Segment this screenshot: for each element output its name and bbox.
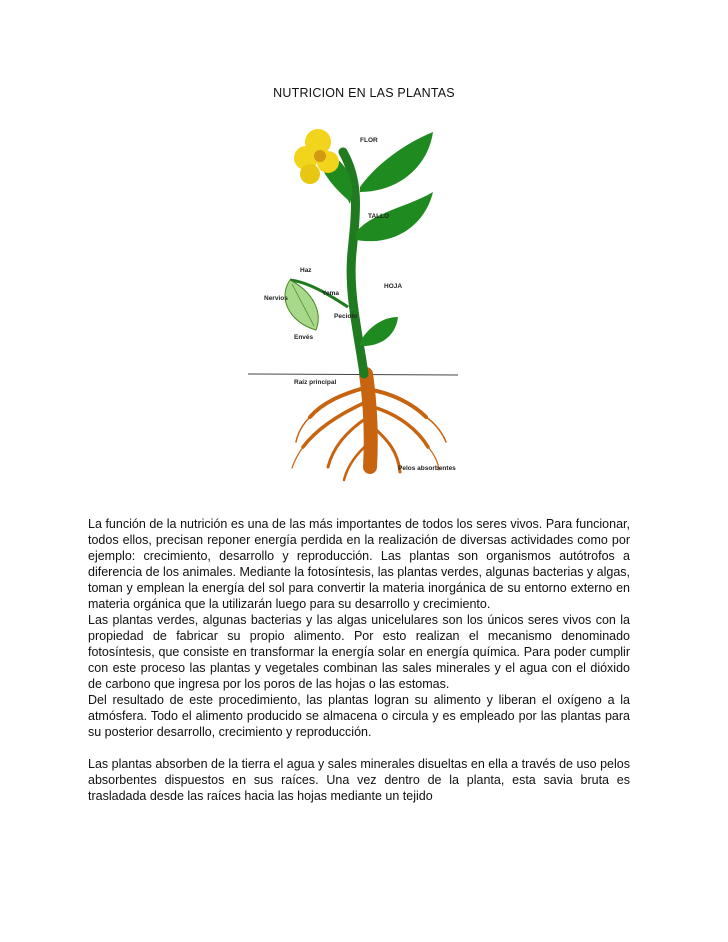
plant-diagram-svg bbox=[248, 112, 468, 492]
paragraph: La función de la nutrición es una de las más importantes de todos los seres vivos. Para funcionar, todos ellos, precisan reponer energía perdida en la realización de diversas actividades como por ejemplo: crecimiento, desarrollo y reproducción. Las plantas son organismos autótrofos a diferencia de los animales. Mediante la fotosíntesis, las plantas verdes, algunas bacterias y algas, toman y emplean la energía del sol para convertir la materia inorgánica de su entorno externo en materia orgánica que la utilizarán luego para su desarrollo y crecimiento. bbox=[88, 517, 630, 611]
label-nervios: Nervios bbox=[264, 295, 288, 302]
plant-diagram bbox=[248, 112, 468, 492]
body-text bbox=[88, 516, 630, 804]
label-raiz-principal: Raíz principal bbox=[294, 379, 337, 386]
label-peciolo: Peciolo bbox=[334, 313, 358, 320]
leaf-small-right bbox=[360, 317, 398, 346]
ground-line bbox=[248, 374, 458, 375]
document-title: NUTRICION EN LAS PLANTAS bbox=[273, 86, 455, 100]
main-root bbox=[366, 374, 371, 467]
label-tallo: TALLO bbox=[368, 213, 390, 220]
paragraph: Las plantas absorben de la tierra el agua y sales minerales disueltas en ella a través de uso pelos absorbentes dispuestos en sus raíces. Una vez dentro de la planta, esta savia bruta es trasladada desde las raíces hacia las hojas mediante un tejido bbox=[88, 757, 630, 803]
paragraph: Del resultado de este procedimiento, las plantas logran su alimento y liberan el oxígeno a la atmósfera. Todo el alimento producido se almacena o circula y es empleado por las plantas para su posterior desarrollo, crecimiento y reproducción. bbox=[88, 693, 630, 739]
label-haz: Haz bbox=[300, 267, 312, 274]
paragraph: Las plantas verdes, algunas bacterias y las algas unicelulares son los únicos seres vivos con la propiedad de fabricar su propio alimento. Por esto realizan el mecanismo denominado fotosíntesis, que consiste en transformar la energía solar en energía química. Para poder cumplir con este proceso las plantas y vegetales combinan las sales minerales y el agua con el dióxido de carbono que ingresa por los poros de las hojas o las estomas. bbox=[88, 613, 630, 691]
label-yema: Yema bbox=[322, 290, 339, 297]
label-enves: Envés bbox=[294, 334, 314, 341]
label-flor: FLOR bbox=[360, 137, 378, 144]
label-pelos-absorbentes: Pelos absorbentes bbox=[398, 465, 456, 472]
label-hoja: HOJA bbox=[384, 283, 403, 290]
